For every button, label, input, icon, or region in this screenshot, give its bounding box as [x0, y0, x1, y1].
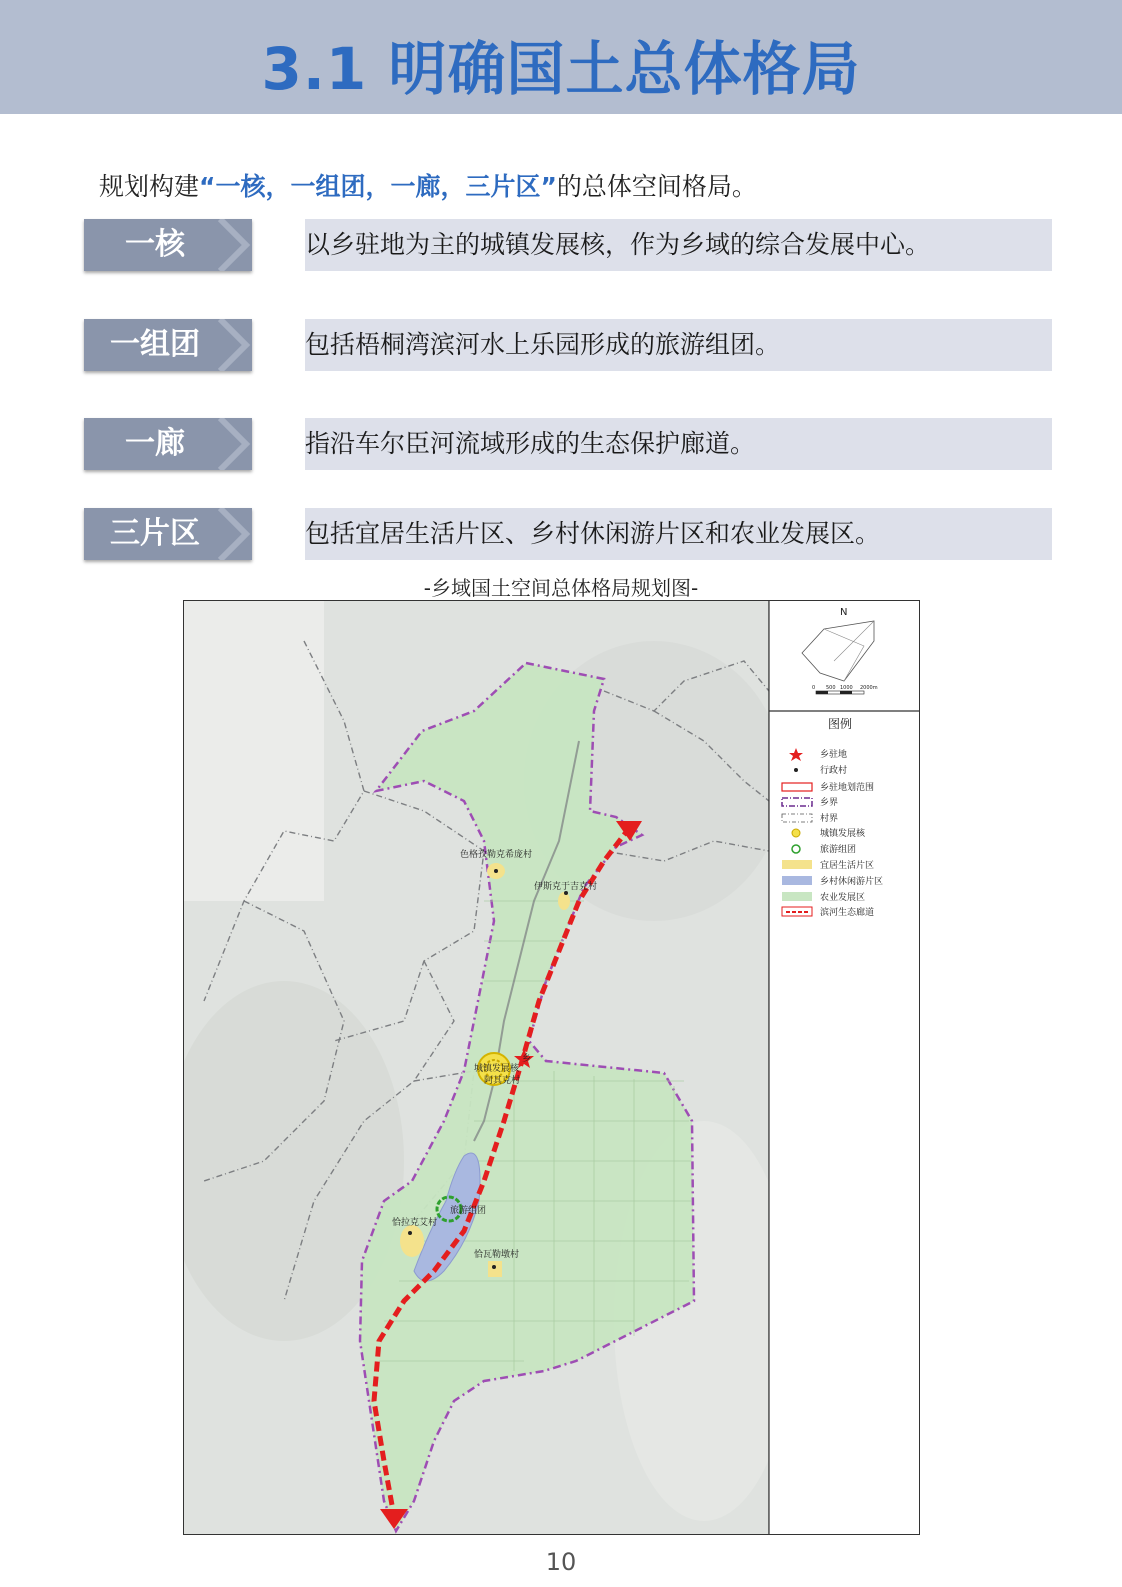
row-text-core: 以乡驻地为主的城镇发展核，作为乡域的综合发展中心。 — [305, 219, 1052, 271]
page-number: 10 — [545, 1548, 577, 1576]
residential-zone — [558, 892, 570, 910]
chevron-right-icon — [214, 219, 252, 271]
row-label-zones — [84, 508, 252, 560]
chevron-right-icon — [214, 508, 252, 560]
row-text-corridor: 指沿车尔臣河流域形成的生态保护廊道。 — [305, 418, 1052, 470]
legend-label: 行政村 — [820, 766, 848, 776]
legend-label: 村界 — [820, 814, 839, 824]
row-label-text: 一廊 — [125, 426, 185, 461]
chevron-right-icon — [214, 418, 252, 470]
legend-label: 城镇发展核 — [820, 829, 866, 839]
legend-label: 宜居生活片区 — [820, 861, 875, 871]
row-text-cluster: 包括梧桐湾滨河水上乐园形成的旅游组团。 — [305, 319, 1052, 371]
scale-label: 2000m — [860, 685, 878, 691]
row-text-zones: 包括宜居生活片区、乡村休闲游片区和农业发展区。 — [305, 508, 1052, 560]
legend-panel — [769, 601, 920, 1535]
residential-zone — [400, 1225, 424, 1257]
village-dot-icon — [794, 768, 798, 772]
map-place-label: 伊斯克于吉克村 — [534, 882, 598, 892]
map-place-label: 恰瓦勒墩村 — [474, 1250, 520, 1260]
green-zone-icon — [782, 892, 812, 901]
intro-prefix: 规划构建 — [99, 172, 200, 201]
row-label-text: 一组团 — [110, 327, 200, 362]
planning-map — [183, 600, 920, 1535]
row-label-core — [84, 219, 252, 271]
legend-label: 旅游组团 — [820, 845, 857, 855]
page-header — [0, 0, 1122, 114]
map-place-label: 阿其克村 — [484, 1076, 521, 1086]
map-canvas — [184, 601, 920, 1535]
legend-label: 乡村休闲游片区 — [820, 877, 884, 887]
legend-label: 乡界 — [820, 798, 839, 808]
scale-label: 500 — [826, 685, 836, 691]
legend-label: 滨河生态廊道 — [820, 908, 875, 918]
scale-label: 0 — [812, 685, 816, 691]
chevron-right-icon — [214, 319, 252, 371]
row-label-text: 三片区 — [110, 516, 200, 551]
row-label-cluster — [84, 319, 252, 371]
page-title: 3.1 明确国土总体格局 — [261, 35, 861, 103]
map-place-label: 城镇发展核 — [474, 1064, 520, 1074]
intro-sentence — [99, 167, 757, 203]
row-label-corridor — [84, 418, 252, 470]
map-place-label: 色格孜勒克希庞村 — [460, 850, 533, 860]
north-label: N — [840, 607, 848, 618]
blue-zone-icon — [782, 876, 812, 885]
map-place-label: 旅游组团 — [450, 1206, 487, 1216]
intro-highlight: “一核，一组团，一廊，三片区” — [199, 172, 557, 201]
yellow-core-icon — [792, 829, 800, 837]
map-place-label: 乡 — [522, 1054, 532, 1064]
row-label-text: 一核 — [125, 227, 185, 262]
residential-zone — [488, 1261, 502, 1277]
map-caption: -乡域国土空间总体格局规划图- — [423, 576, 699, 600]
legend-label: 乡驻地划范围 — [820, 783, 875, 793]
map-place-label: 恰拉克艾村 — [392, 1218, 438, 1228]
legend-label: 乡驻地 — [820, 750, 848, 760]
legend-label: 农业发展区 — [820, 893, 866, 903]
scale-bar — [816, 691, 864, 694]
yellow-zone-icon — [782, 860, 812, 869]
legend-title: 图例 — [828, 717, 853, 731]
intro-suffix: 的总体空间格局。 — [556, 172, 757, 201]
scale-label: 1000 — [840, 685, 853, 691]
